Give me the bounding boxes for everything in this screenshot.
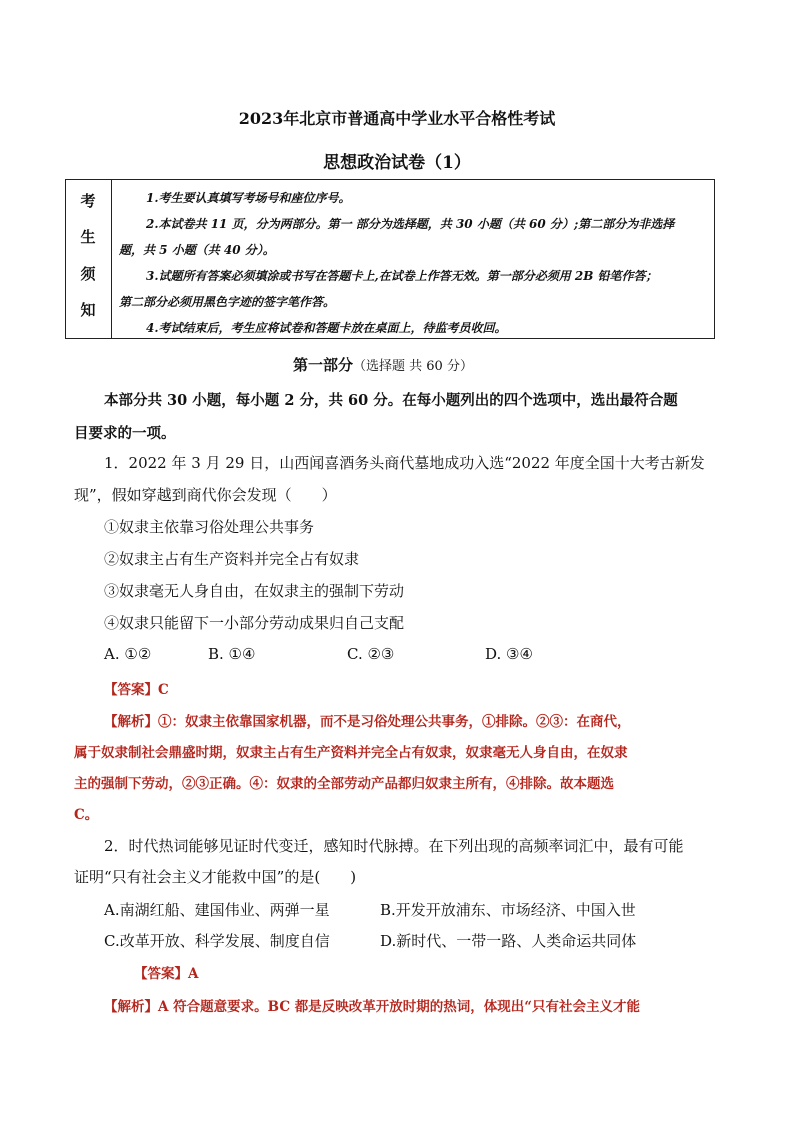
question-2-option: B.开发开放浦东、市场经济、中国入世	[380, 901, 636, 919]
section-title: 第一部分	[293, 356, 354, 374]
question-2-option: D.新时代、一带一路、人类命运共同体	[380, 932, 637, 950]
section-title-note: （选择题 共 60 分）	[353, 359, 473, 374]
question-2-stem: 证明“只有社会主义才能救中国”的是( )	[74, 868, 357, 886]
notice-line: 题，共 5 小题（共 40 分）。	[119, 243, 275, 257]
notice-line: 2.本试卷共 11 页，分为两部分。第一 部分为选择题，共 30 小题（共 60 分）;第二部分为非选择	[146, 217, 675, 231]
notice-label-char: 知	[80, 301, 96, 319]
notice-label-char: 考	[80, 192, 96, 210]
question-1-item: ③奴隶毫无人身自由，在奴隶主的强制下劳动	[104, 582, 405, 600]
answer-value: A	[188, 966, 199, 982]
question-1-item: ④奴隶只能留下一小部分劳动成果归自己支配	[104, 614, 405, 632]
question-1-option: D. ③④	[485, 645, 533, 663]
notice-line: 3.试题所有答案必须填涂或书写在答题卡上,在试卷上作答无效。第一部分必须用 2B 铅笔作答；	[146, 269, 658, 283]
question-1-item: ②奴隶主占有生产资料并完全占有奴隶	[104, 550, 360, 568]
question-1-stem: 现”，假如穿越到商代你会发现（ ）	[74, 486, 337, 504]
answer-label: 【答案】	[134, 966, 188, 982]
answer-value: C	[158, 682, 169, 698]
question-1-stem: 1．2022 年 3 月 29 日，山西闻喜酒务头商代墓地成功入选“2022 年度全国十大考古新发	[104, 454, 705, 472]
question-1-option: C. ②③	[347, 645, 395, 663]
notice-label-char: 须	[80, 265, 96, 283]
exam-title: 2023年北京市普通高中学业水平合格性考试	[238, 109, 556, 128]
notice-label-cell	[66, 180, 112, 338]
question-1-item: ①奴隶主依靠习俗处理公共事务	[104, 518, 315, 536]
question-1-analysis-line: C。	[74, 807, 99, 823]
question-2-option: A.南湖红船、建国伟业、两弹一星	[104, 901, 330, 919]
notice-line: 第二部分必须用黑色字迹的签字笔作答。	[119, 295, 336, 309]
analysis-label: 【解析】	[104, 714, 158, 730]
question-1-analysis-line: 主的强制下劳动，②③正确。④：奴隶的全部劳动产品都归奴隶主所有，④排除。故本题选	[74, 776, 614, 792]
question-1-analysis	[104, 710, 631, 730]
question-2-option: C.改革开放、科学发展、制度自信	[104, 932, 330, 950]
question-1-option: A. ①②	[104, 645, 152, 663]
section-intro: 本部分共 30 小题，每小题 2 分，共 60 分。在每小题列出的四个选项中，选出最符合题	[104, 392, 678, 409]
notice-box	[65, 179, 715, 339]
notice-line: 1.考生要认真填写考场号和座位序号。	[146, 191, 351, 205]
question-1-analysis-line: 属于奴隶制社会鼎盛时期，奴隶主占有生产资料并完全占有奴隶，奴隶毫无人身自由，在奴隶	[74, 745, 628, 761]
answer-label: 【答案】	[104, 682, 158, 698]
analysis-text: A 符合题意要求。BC 都是反映改革开放时期的热词，体现出“只有社会主义才能	[158, 999, 641, 1015]
question-2-answer	[134, 962, 198, 982]
question-1-option: B. ①④	[208, 645, 256, 663]
analysis-text: ①：奴隶主依靠国家机器，而不是习俗处理公共事务，①排除。②③：在商代，	[158, 714, 631, 730]
question-1-answer	[104, 678, 169, 698]
question-2-analysis	[104, 995, 640, 1015]
analysis-label: 【解析】	[104, 999, 158, 1015]
section-intro: 目要求的一项。	[74, 425, 176, 442]
exam-subtitle: 思想政治试卷（1）	[323, 153, 471, 173]
question-2-stem: 2．时代热词能够见证时代变迁，感知时代脉搏。在下列出现的高频率词汇中，最有可能	[104, 837, 684, 855]
notice-label-char: 生	[80, 228, 96, 246]
section-heading	[293, 354, 473, 375]
notice-line: 4.考试结束后，考生应将试卷和答题卡放在桌面上，待监考员收回。	[146, 321, 507, 335]
